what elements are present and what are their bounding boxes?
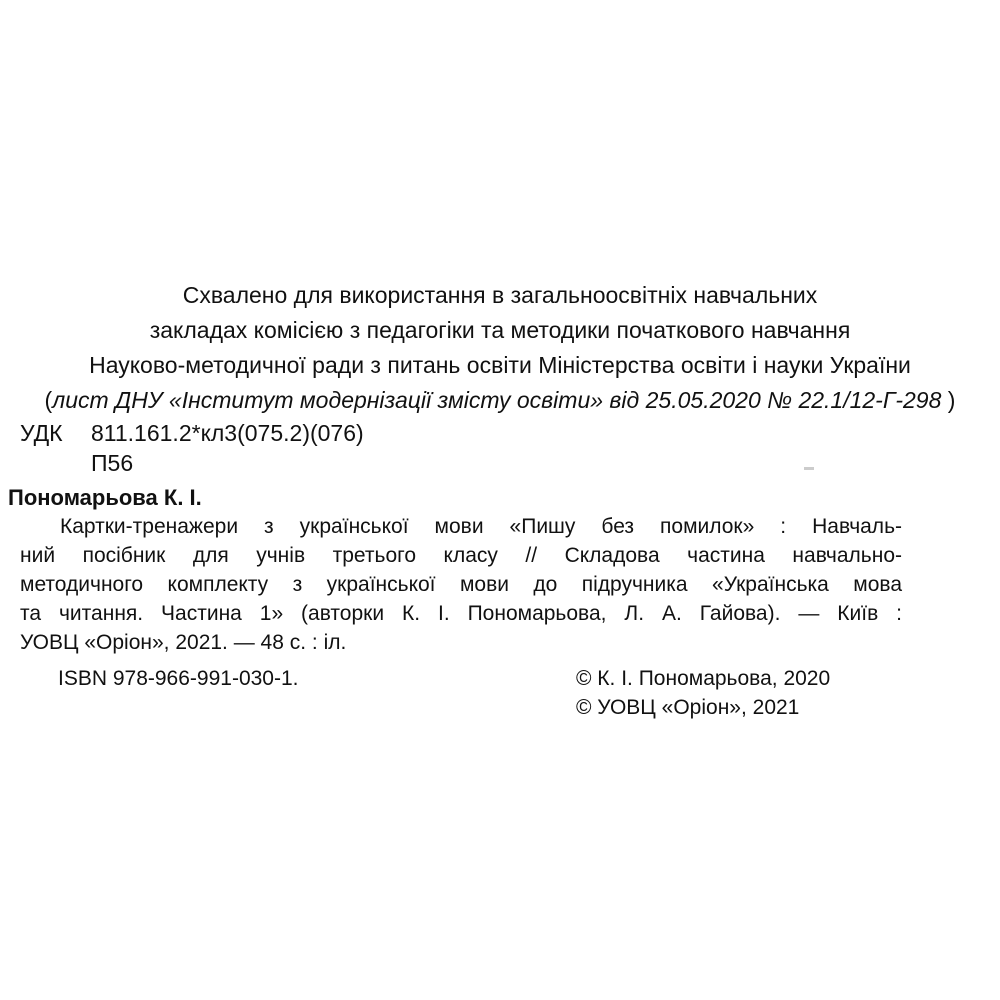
description-line-3: методичного комплекту з української мови до підручника «Українська мова bbox=[20, 573, 902, 596]
scan-speck bbox=[804, 467, 814, 470]
approval-line-2: закладах комісією з педагогіки та методики початкового навчання bbox=[149, 317, 851, 343]
approval-line-3: Науково-методичної ради з питань освіти Міністерства освіти і науки України bbox=[89, 352, 911, 378]
udk-row bbox=[20, 418, 364, 448]
udk-code: 811.161.2*кл3(075.2)(076) bbox=[91, 420, 364, 446]
approval-line-1: Схвалено для використання в загальноосвітніх навчальних bbox=[182, 282, 818, 308]
approval-letter-reference: лист ДНУ «Інститут модернізації змісту освіти» від 25.05.2020 № 22.1/12-Г-298 bbox=[52, 387, 942, 413]
approval-line-4 bbox=[0, 383, 1000, 418]
author-heading: Пономарьова К. І. bbox=[8, 485, 202, 510]
isbn: ISBN 978-966-991-030-1. bbox=[58, 667, 299, 690]
approval-notice bbox=[0, 278, 1000, 418]
description-line-5: УОВЦ «Оріон», 2021. — 48 с. : іл. bbox=[20, 631, 347, 654]
description-line-4: та читання. Частина 1» (авторки К. І. Пономарьова, Л. А. Гайова). — Київ : bbox=[20, 602, 902, 625]
approval-letter-close-paren: ) bbox=[941, 387, 956, 413]
approval-letter-open-paren: ( bbox=[44, 387, 53, 413]
bibliographic-description bbox=[20, 512, 902, 657]
description-line-2: ний посібник для учнів третього класу // Складова частина навчально- bbox=[20, 544, 902, 567]
udk-label: УДК bbox=[20, 420, 63, 446]
description-line-1: Картки-тренажери з української мови «Пишу без помилок» : Навчаль- bbox=[60, 515, 902, 538]
copyright-block bbox=[576, 664, 830, 722]
copyright-author: © К. І. Пономарьова, 2020 bbox=[576, 667, 831, 690]
copyright-publisher: © УОВЦ «Оріон», 2021 bbox=[576, 696, 800, 719]
author-mark: П56 bbox=[91, 450, 134, 476]
